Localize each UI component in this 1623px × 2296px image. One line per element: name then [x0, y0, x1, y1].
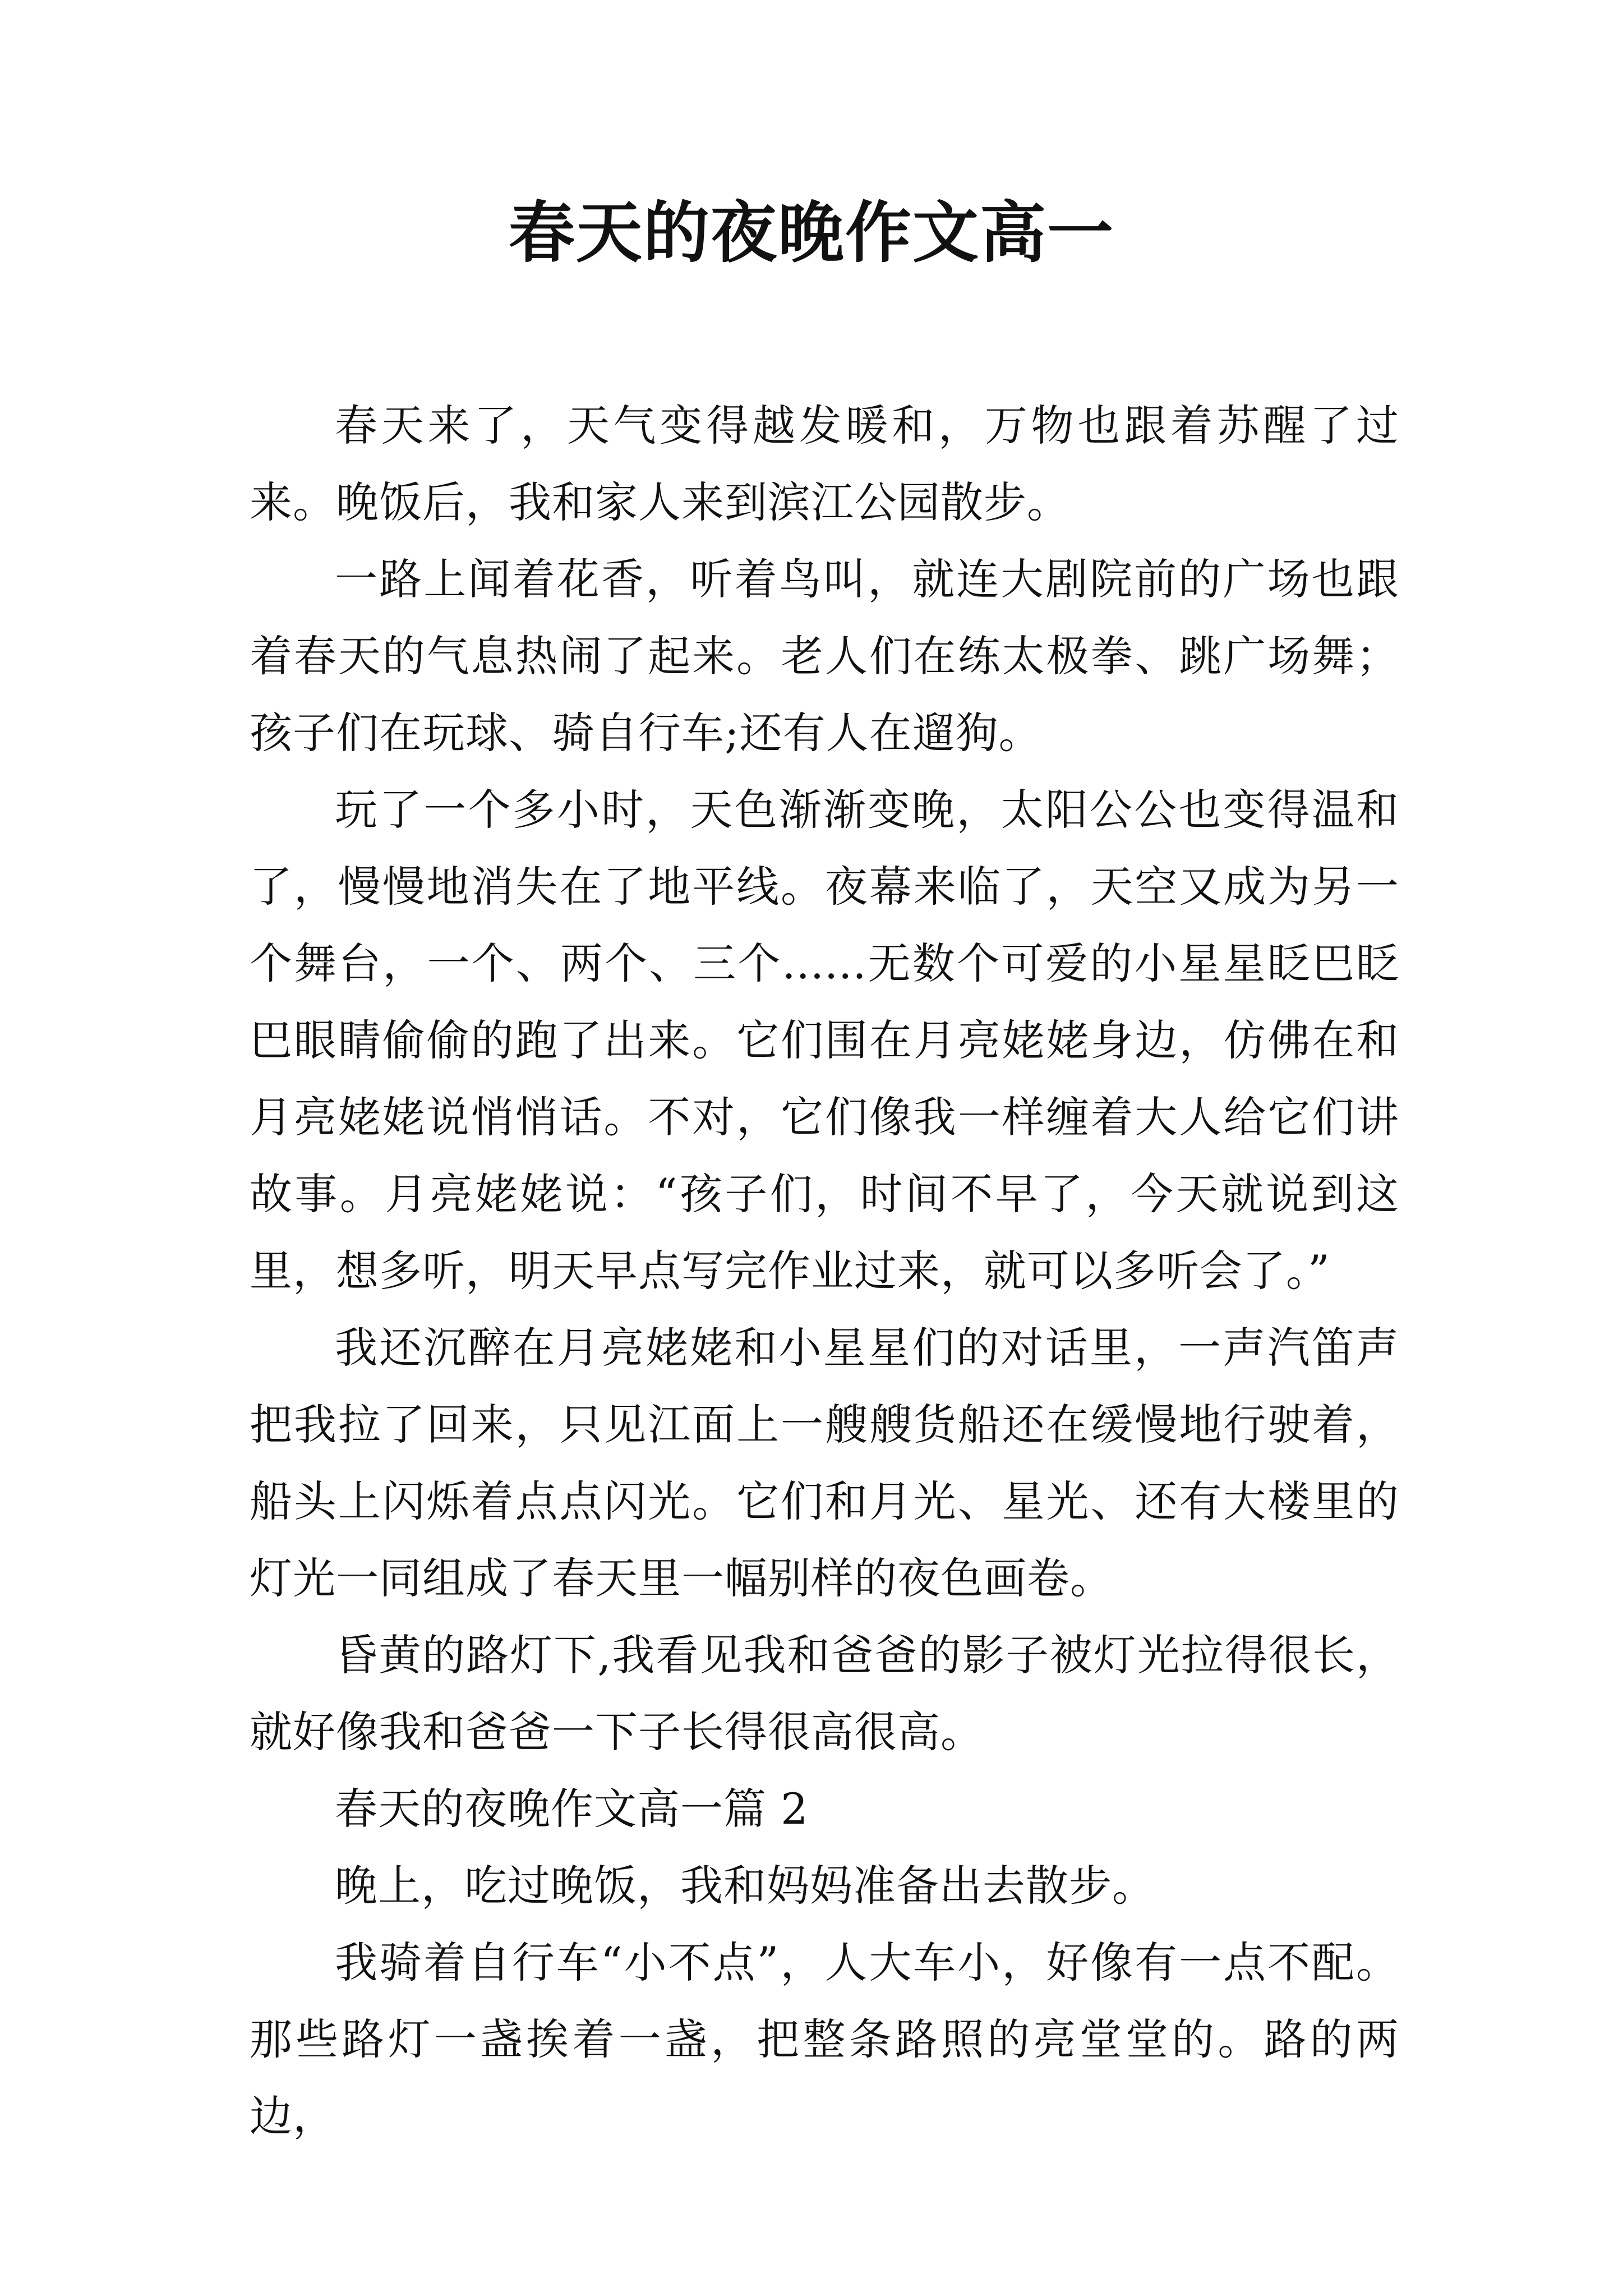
paragraph-7: 我骑着自行车“小不点”，人大车小，好像有一点不配。那些路灯一盏挨着一盏，把整条路照的亮堂堂的。路的两边， — [250, 1938, 1399, 2141]
document-body — [250, 387, 1399, 2155]
paragraph-5: 昏黄的路灯下,我看见我和爸爸的影子被灯光拉得很长，就好像我和爸爸一下子长得很高很高。 — [250, 1630, 1399, 1757]
paragraph-4: 我还沉醉在月亮姥姥和小星星们的对话里，一声汽笛声把我拉了回来，只见江面上一艘艘货船还在缓慢地行驶着，船头上闪烁着点点闪光。它们和月光、星光、还有大楼里的灯光一同组成了春天里一幅别样的夜色画卷。 — [250, 1323, 1399, 1603]
paragraph-6: 晚上，吃过晚饭，我和妈妈准备出去散步。 — [335, 1861, 1155, 1911]
section-heading: 春天的夜晚作文高一篇 2 — [335, 1784, 809, 1834]
document-title: 春天的夜晚作文高一 — [508, 194, 1114, 272]
paragraph-1: 春天来了，天气变得越发暖和，万物也跟着苏醒了过来。晚饭后，我和家人来到滨江公园散步。 — [250, 401, 1399, 527]
paragraph-2: 一路上闻着花香，听着鸟叫，就连大剧院前的广场也跟着春天的气息热闹了起来。老人们在练太极拳、跳广场舞；孩子们在玩球、骑自行车;还有人在遛狗。 — [250, 554, 1399, 758]
paragraph-3: 玩了一个多小时，天色渐渐变晚，太阳公公也变得温和了，慢慢地消失在了地平线。夜幕来临了，天空又成为另一个舞台，一个、两个、三个......无数个可爱的小星星眨巴眨巴眼睛偷偷的跑了出来。它们围在月亮姥姥身边，仿佛在和月亮姥姥说悄悄话。不对，它们像我一样缠着大人给它们讲故事。月亮姥姥说：“孩子们，时间不早了，今天就说到这里，想多听，明天早点写完作业过来，就可以多听会了。” — [250, 785, 1399, 1296]
